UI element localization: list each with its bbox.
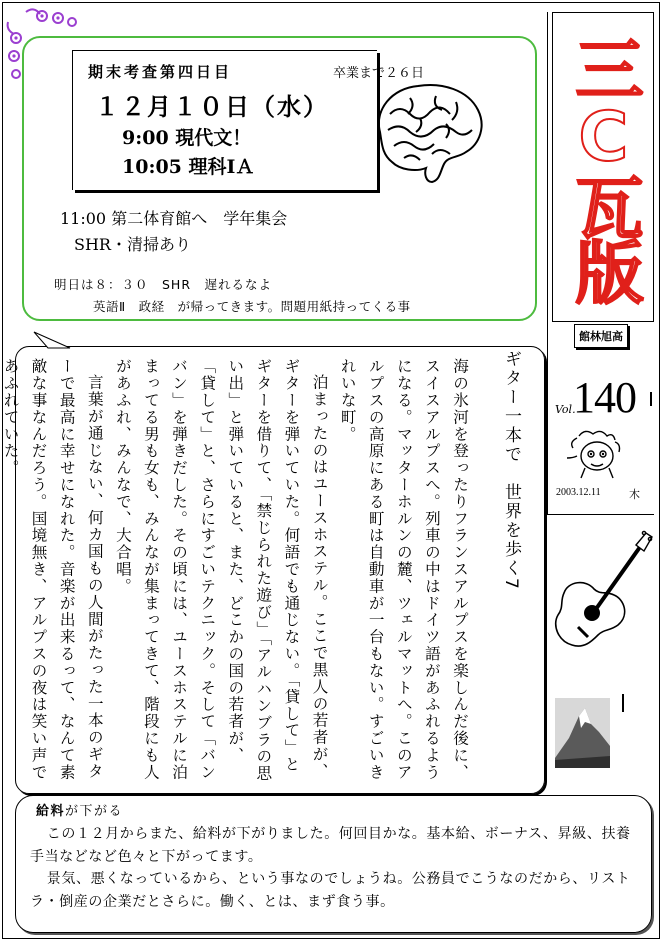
article-paragraph: 泊まったのはユースホステル。ここで黒人の若者が、ギターを弾いていた。何語でも通じない。「貸して」とギターを借りて、「禁じられた遊び」「アルハンブラの思い出」と弾いていると、また、どこかの国の若者が、「貸して」と、さらにすごいテクニック。そして「バンバン」を弾きだした。その頃には、ユースホステルに泊まってる男も女も、みんなが集まってきて、階段にも人があふれ、みんなで、大合唱。 (113, 358, 329, 782)
salary-line: 景気、悪くなっているから、という事なのでしょうね。公務員でこうなのだから、リストラ・倒産の企業だとさらに。働く、とは、まず食う事。 (30, 871, 631, 910)
article-title: ギター一本で 世界を歩く7 (501, 350, 521, 591)
mascot-icon (565, 428, 625, 480)
article-paragraph: 海の氷河を登ったりフランスアルプスを楽しんだ後に、スイスアルプスへ。列車の中はドイツ語があふれるようになる。マッターホルンの麓、ツェルマットへ。このアルプスの高原にある町は自動車が一台もない。すごいきれいな町。 (338, 358, 469, 781)
salary-title-sub: が下がる (65, 804, 124, 819)
salary-body (30, 823, 642, 913)
issue-date: 2003.12.11 (556, 487, 601, 498)
exam-slot-2: 10:05 理科ⅠＡ (122, 156, 255, 178)
salary-title-main: 給料 (36, 804, 66, 819)
side-mark (622, 694, 624, 712)
graduation-countdown: 卒業まで２６日 (333, 66, 425, 81)
volume-label: Vol. (555, 403, 576, 416)
salary-title (36, 800, 123, 819)
tomorrow-note: 明日は８：３０ SHR 遅れるなよ (54, 277, 273, 292)
newsletter-title: 三C瓦版 (564, 33, 643, 301)
salary-line: この１２月からまた、給料が下がりました。何回目かな。基本給、ボーナス、昇級、扶養手当などなど色々と下がってます。 (30, 826, 631, 865)
school-name: 館林旭高 (574, 324, 628, 348)
volume-tick (650, 392, 652, 406)
article-paragraph: 言葉が通じない、何カ国もの人間がたった一本のギターで最高に幸せになれた。音楽が出来るって、なんて素敵な事なんだろう。国境無き、アルプスの夜は笑い声であふれていた。 (1, 358, 104, 781)
exam-slot-1: 9:00 現代文！ (122, 127, 252, 149)
guitar-icon (548, 527, 656, 657)
returned-tests-note: 英語Ⅱ 政経 が帰ってきます。問題用紙持ってくる事 (93, 299, 411, 314)
assembly-event: 11:00 第二体育館へ 学年集会 (60, 209, 288, 228)
exam-date: １２月１０日（水） (95, 92, 329, 121)
volume-number: 140 (573, 373, 636, 422)
bubble-tail (30, 330, 76, 350)
brain-icon (370, 74, 488, 186)
article-body (1, 358, 474, 788)
exam-title: 期末考査第四日目 (88, 63, 233, 81)
shr-cleaning-event: SHR・清掃あり (74, 235, 191, 254)
mountain-icon (555, 698, 610, 768)
issue-weekday: 木 (629, 488, 640, 501)
